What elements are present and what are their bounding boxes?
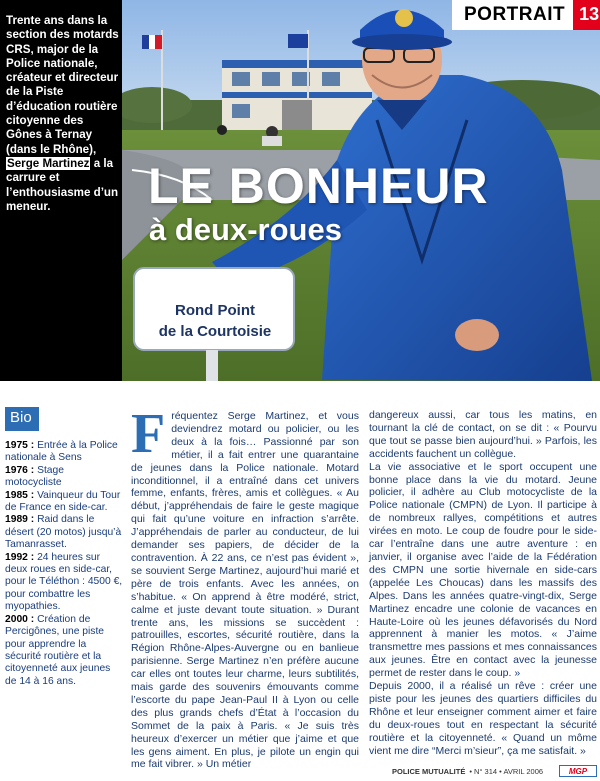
intro-name-highlight: Serge Martinez xyxy=(7,156,90,170)
bio-year: 1989 : xyxy=(5,514,35,526)
issue-info: • N° 314 • AVRIL 2006 xyxy=(469,766,544,776)
article-paragraph: Depuis 2000, il a réalisé un rêve : créer une piste pour les jeunes des quartiers difficiles du Rhône et leur enseigner comment aimer et faire du deux-roues tout en respectant la sécurité routière et la citoyenneté. « Quand un môme vient me dire “Merci m’sieur”, ça me satisfait. » xyxy=(369,680,597,757)
intro-text xyxy=(6,14,122,214)
article-paragraph: dangereux aussi, car tous les matins, en tournant la clé de contact, on se dit : « Pourvu que tout se passe bien aujourd’hui. » Parfois, les accidents fauchent un collègue. xyxy=(369,409,597,460)
bio-entry xyxy=(5,552,123,614)
bio-entry xyxy=(5,440,123,465)
bio-list xyxy=(5,440,123,688)
article-column-2 xyxy=(369,409,597,757)
bio-text: Raid dans le désert (20 motos) jusqu’à Tamanrasset. xyxy=(5,514,122,551)
article-column-1 xyxy=(131,403,359,771)
magazine-name: POLICE MUTUALITÉ xyxy=(392,766,466,776)
bio-text: Entrée à la Police nationale à Sens xyxy=(5,440,118,464)
intro-panel xyxy=(0,0,122,381)
bio-entry xyxy=(5,614,123,688)
section-badge xyxy=(452,0,600,30)
bio-text: 24 heures sur deux roues en side-car, pour le Téléthon : 4500 €, pour combattre les myopathies. xyxy=(5,551,123,613)
bio-year: 1992 : xyxy=(5,551,35,563)
sign-line-1: Rond Point xyxy=(175,302,255,319)
bio-entry xyxy=(5,490,123,515)
bio-text: Vainqueur du Tour de France en side-car. xyxy=(5,489,121,514)
drop-cap: F xyxy=(131,403,166,465)
bio-heading: Bio xyxy=(5,407,39,431)
headline-line-2: à deux-roues xyxy=(149,212,342,247)
page-number: 13 xyxy=(573,0,600,30)
intro-text-after: a la carrure et l’enthousiasme d’un meneur. xyxy=(6,156,119,213)
photo-sign-text xyxy=(140,300,290,342)
bio-entry xyxy=(5,465,123,490)
page-footer xyxy=(392,764,597,778)
bio-year: 1985 : xyxy=(5,489,35,501)
publisher-logo: MGP xyxy=(559,765,597,777)
article-paragraph: La vie associative et le sport occupent une bonne place dans la vie du motard. Jeune policier, il adhère au Club motocycliste de la Police nationale (CMPN) de Lyon. Il participe à de nombreux rallyes, compétitions et autres virées en moto. Le coup de foudre pour le side-car l’entraîne dans une autre aventure : en janvier, il organise avec l’aide de la Fédération des CMPN une sortie hivernale en side-cars (appelée Les Choucas) dans les massifs des Alpes. Dans les années quatre-vingt-dix, Serge Martinez encadre une colonie de vacances en Haute-Loire où les jeunes défavorisés du Nord apprennent à manier les motos. « J’aime transmettre mes passions et mes connaissances aux jeunes. Être en contact avec la jeunesse permet de rester dans le coup. » xyxy=(369,460,597,680)
headline-line-1: LE BONHEUR xyxy=(148,158,489,214)
bio-entry xyxy=(5,514,123,551)
bio-text: Création de Percigônes, une piste pour apprendre la sécurité routière et la citoyenneté aux jeunes de 14 à 16 ans. xyxy=(5,613,111,687)
article-col1-text: réquentez Serge Martinez, et vous deviendrez motard ou policier, ou les deux à la fois… Passionné par son métier, il a fait entrer une quarantaine de jeunes dans la Police nationale. Motard inconditionnel, il a entraîné dans cet univers femme, enfants, frères, amis et collègues. « Au début, j’appréhendais de faire le geste magique qui fait qu’une voiture en infraction s’arrête. J’appréhendais de parler au conducteur, de lui demander ses papiers, de décider de la contravention. À 22 ans, ce n’est pas évident », se souvient Serge Martinez, aujourd’hui marié et père de trois enfants. Avec les années, on s’habitue. « On apprend à être modéré, strict, calme et juste devant toute situation. » Durant trente ans, les missions se succèdent : patrouilles, escortes, sécurité routière, dans la Région Rhône-Alpes-Auvergne ou en banlieue parisienne. Serge Martinez n’en préfère aucune car elles ont toutes leur charme, leurs subtilités, mais garde des souvenirs émouvants comme l’escorte du pape Jean-Paul II à Lyon ou celle des plus grands chefs d’État à l’occasion du Sommet de la paix à Paris. « Je suis très heureux d’exercer un métier que j’aime et que les gens aiment. En plus, je pilote un engin qui me fait vibrer. » Un métier xyxy=(131,410,359,771)
intro-text-before: Trente ans dans la section des motards CRS, major de la Police nationale, créateur et directeur de la Piste d’éducation routière citoyenne des Gônes à Ternay (dans le Rhône), xyxy=(6,14,119,156)
bio-text: Stage motocycliste xyxy=(5,464,64,489)
bio-year: 1975 : xyxy=(5,440,35,451)
sign-line-2: de la Courtoisie xyxy=(158,323,272,340)
section-label: PORTRAIT xyxy=(452,0,573,30)
bio-year: 2000 : xyxy=(5,613,35,625)
bio-year: 1976 : xyxy=(5,464,35,476)
